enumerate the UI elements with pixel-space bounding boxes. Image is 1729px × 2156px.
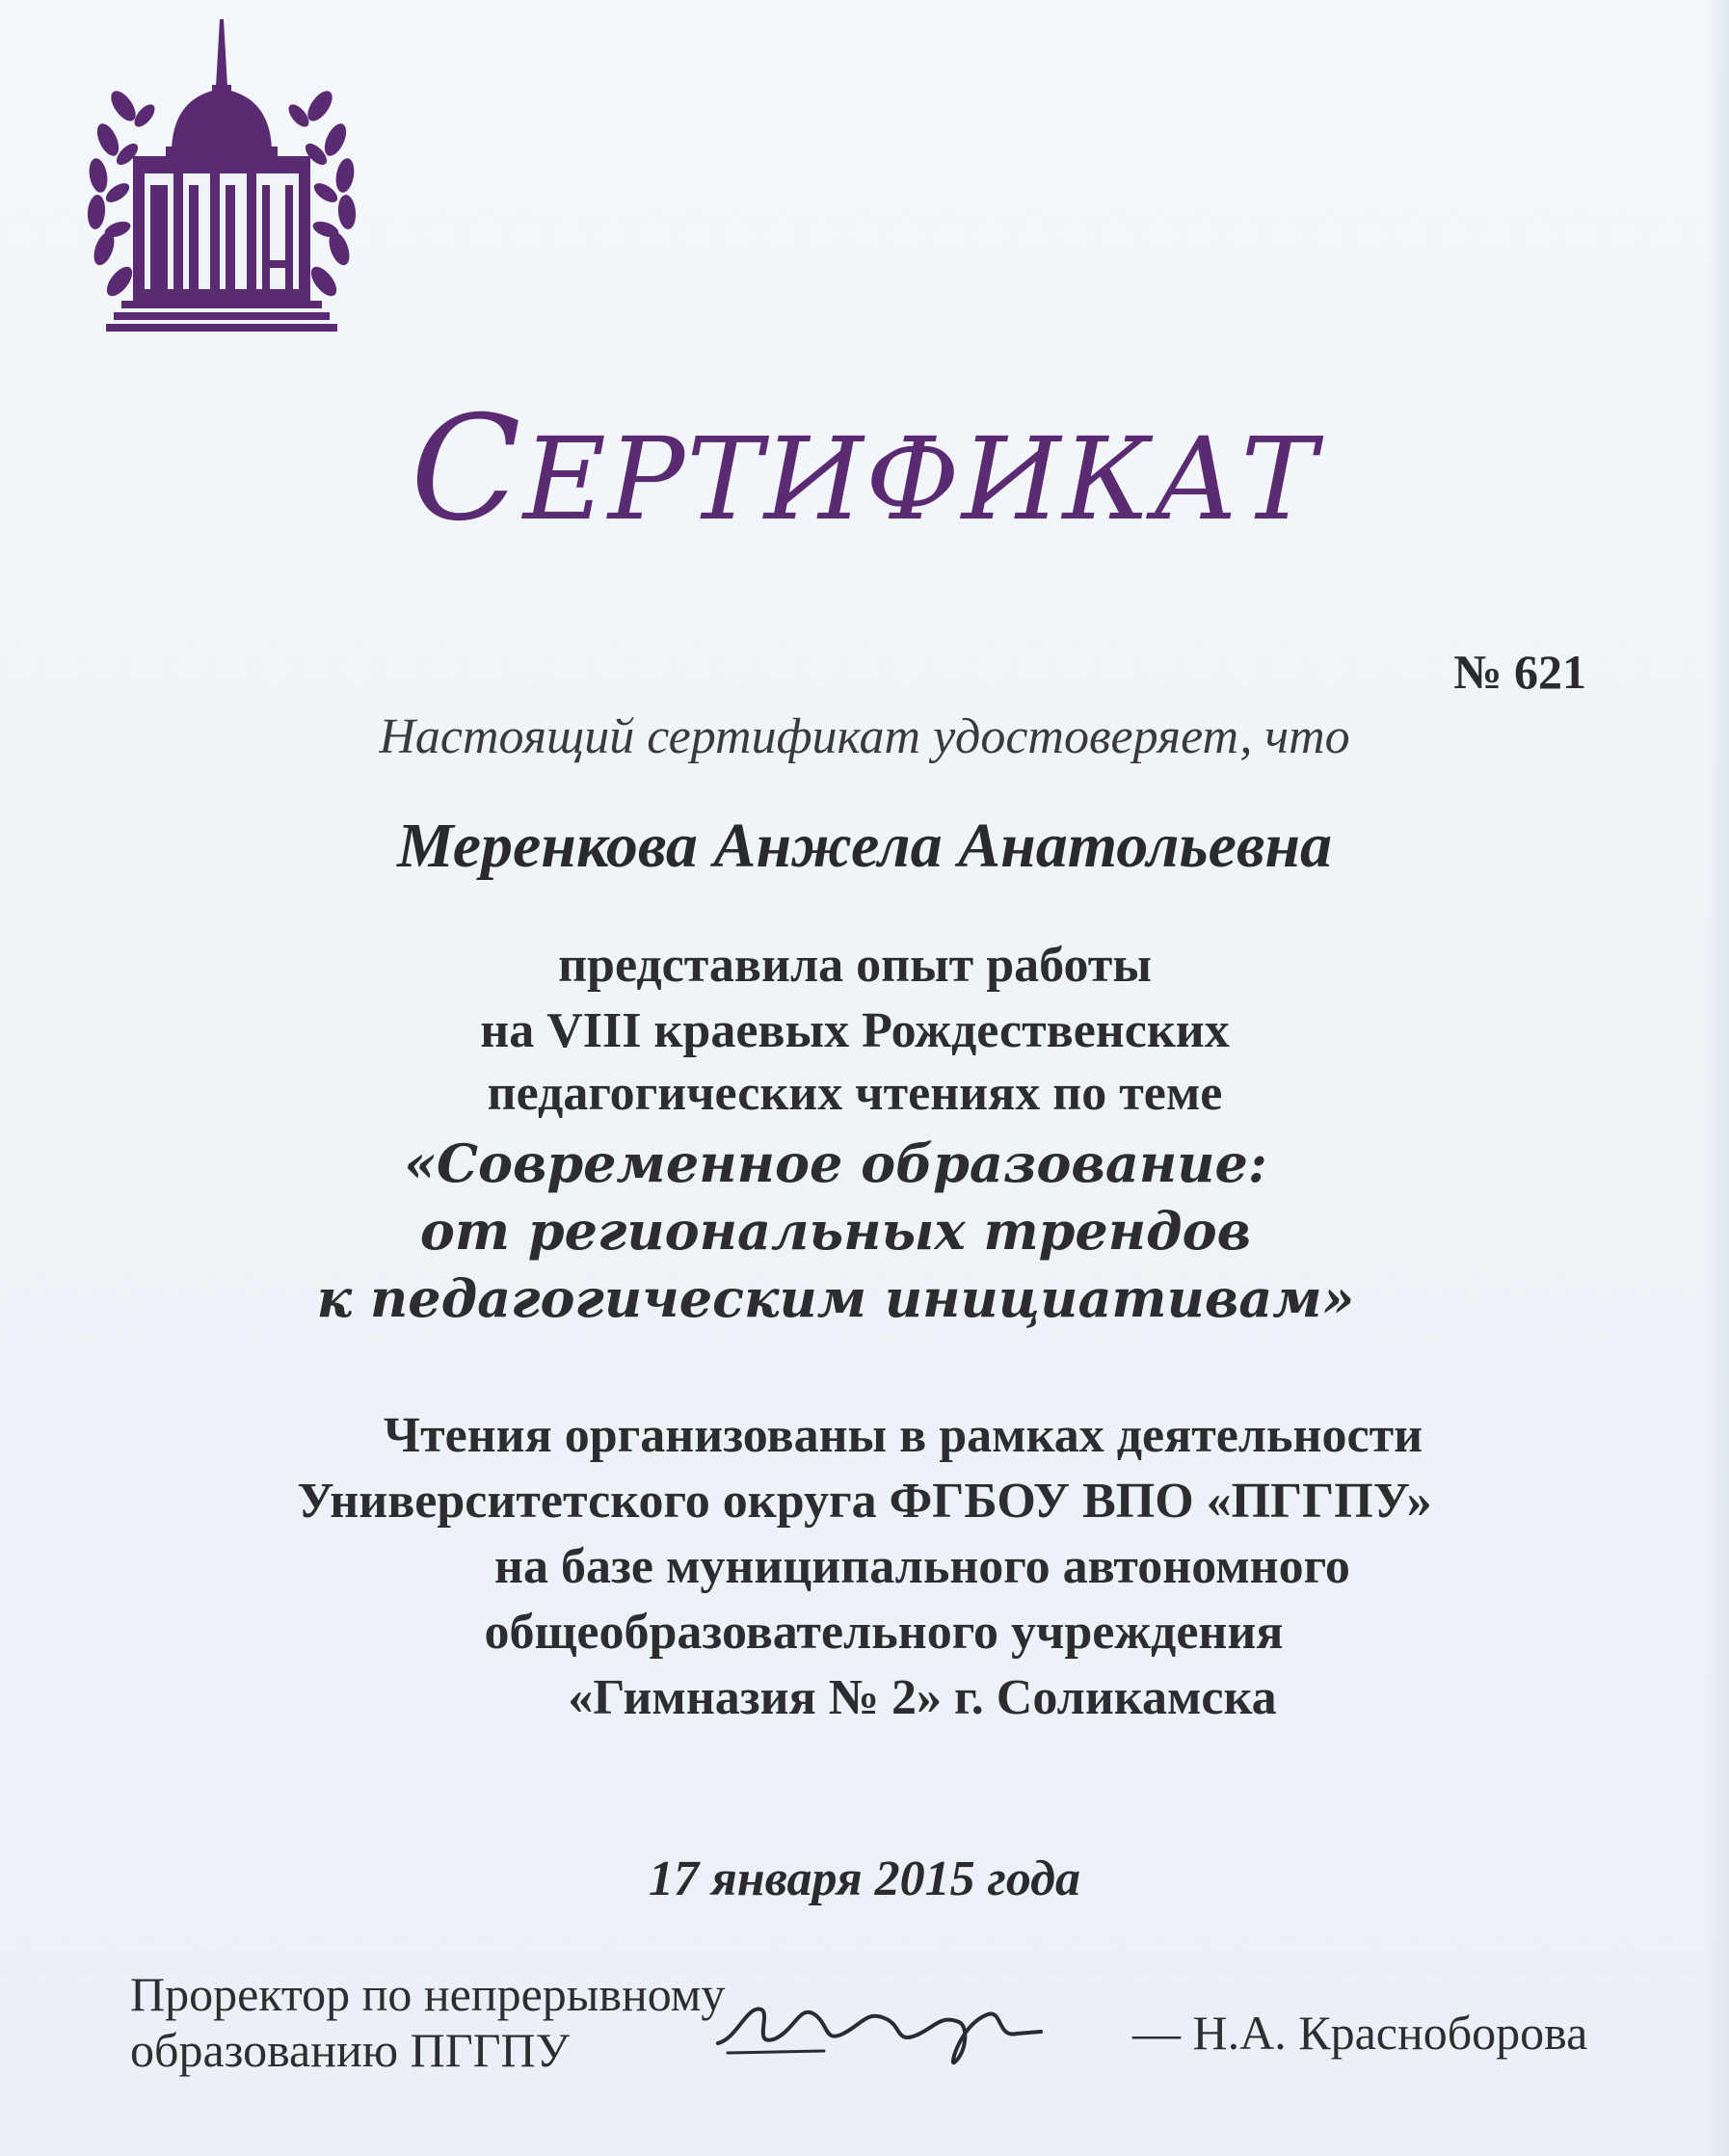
organization-line-2: Университетского округа ФГБОУ ВПО «ПГГПУ» [297, 1474, 1432, 1529]
organization-line-1: Чтения организованы в рамках деятельности [383, 1408, 1423, 1463]
title-rest: ЕРТИФИКАТ [522, 413, 1319, 546]
certificate-number: № 621 [1453, 645, 1586, 699]
achievement-line-2: на VIII краевых Рождественских [480, 1003, 1230, 1058]
recipient-name: Меренкова Анжела Анатольевна [396, 811, 1333, 881]
handwritten-signature-icon [708, 1985, 1094, 2072]
topic-line-3: к педагогическим инициативам» [316, 1267, 1355, 1329]
achievement-line-3: педагогических чтениях по теме [487, 1066, 1223, 1121]
signatory-position-line-1: Проректор по непрерывному [130, 1967, 726, 2021]
organization-line-3: на базе муниципального автономного [494, 1539, 1350, 1594]
topic-line-1: «Современное образование: [404, 1132, 1267, 1194]
title-initial: С [410, 386, 523, 553]
organization-line-5: «Гимназия № 2» г. Соликамска [568, 1670, 1277, 1725]
signatory-name: — Н.А. Красноборова [1132, 2006, 1588, 2060]
topic-line-2: от региональных трендов [419, 1200, 1252, 1262]
achievement-line-1: представила опыт работы [558, 938, 1152, 993]
university-building-laurel-icon [67, 19, 376, 347]
certificate-title [0, 386, 1729, 553]
organization-line-4: общеобразовательного учреждения [484, 1605, 1284, 1660]
intro-text: Настоящий сертификат удостоверяет, что [379, 709, 1350, 764]
certificate-date: 17 января 2015 года [649, 1851, 1080, 1906]
signatory-position-line-2: образованию ПГГПУ [130, 2023, 571, 2077]
